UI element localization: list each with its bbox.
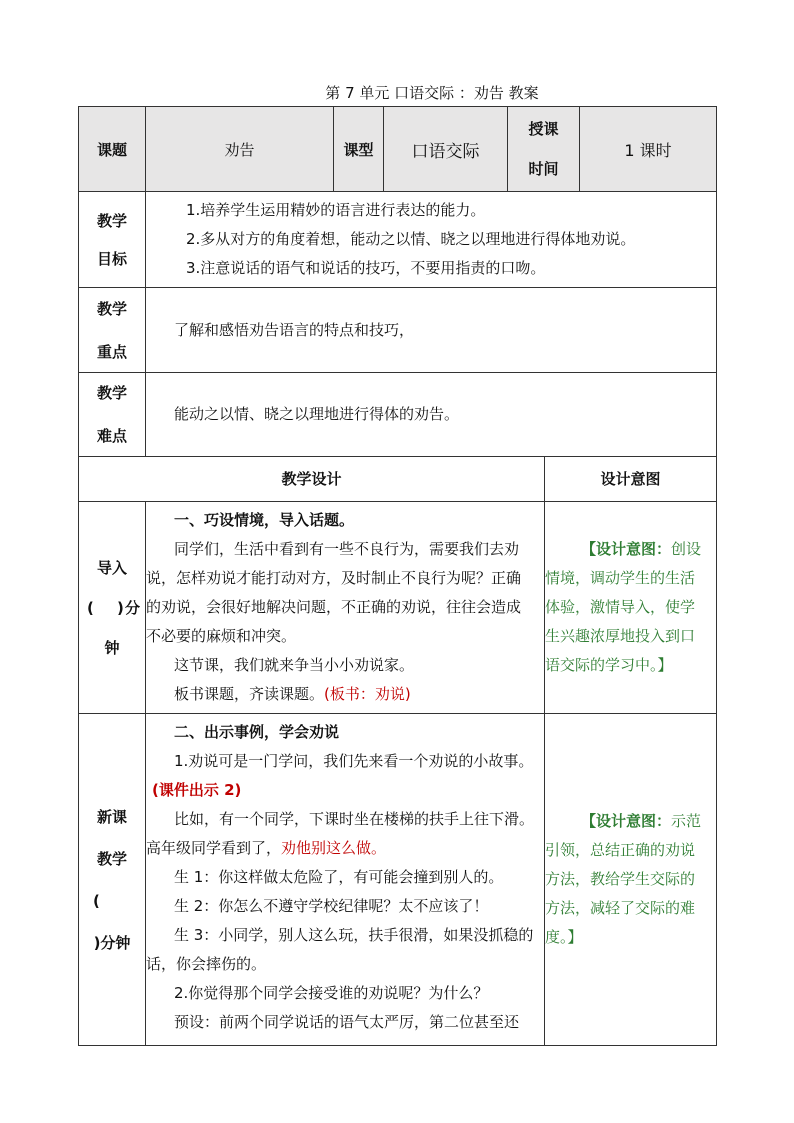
lesson-plan-table bbox=[78, 106, 717, 1046]
document-title: 第 7 单元 口语交际 ：劝告 教案 bbox=[325, 84, 539, 102]
intro-paren-close: ) bbox=[117, 598, 124, 617]
design-header-right: 设计意图 bbox=[545, 457, 717, 502]
time-label-line-1: 授课 bbox=[528, 120, 559, 138]
type-label: 课型 bbox=[334, 107, 384, 192]
intro-label-line-1: 导入 bbox=[96, 558, 127, 577]
intro-label-line-2 bbox=[79, 588, 145, 628]
new-lesson-intent-line: 度。】 bbox=[545, 928, 583, 946]
intro-line: 说，怎样劝说才能打动对方，及时制止不良行为呢？正确 bbox=[146, 569, 522, 587]
intro-line: 不必要的麻烦和冲突。 bbox=[146, 627, 297, 645]
intro-intent-line: 体验，激情导入，使学 bbox=[545, 598, 696, 616]
goal-item: 1.培养学生运用精妙的语言进行表达的能力。 bbox=[186, 201, 486, 219]
key-points-row bbox=[79, 288, 717, 373]
key-points-label-line-2: 重点 bbox=[96, 342, 127, 361]
intro-last-line-text: 板书课题，齐读课题。 bbox=[174, 685, 325, 703]
goals-label-line-1: 教学 bbox=[96, 211, 127, 230]
goals-content bbox=[146, 192, 717, 288]
topic-value: 劝告 bbox=[146, 107, 334, 192]
new-lesson-line: 预设：前两个同学说话的语气太严厉，第二位甚至还 bbox=[174, 1013, 520, 1031]
new-lesson-intent bbox=[545, 714, 717, 1046]
time-label bbox=[508, 107, 580, 192]
key-points-label bbox=[79, 288, 146, 373]
intro-line: 这节课，我们就来争当小小劝说家。 bbox=[174, 656, 415, 674]
new-lesson-line bbox=[146, 834, 544, 863]
design-header-left: 教学设计 bbox=[79, 457, 545, 502]
difficulties-text: 能动之以情、晓之以理地进行得体的劝告。 bbox=[174, 405, 460, 423]
intro-label bbox=[79, 502, 146, 714]
key-points-text: 了解和感悟劝告语言的特点和技巧， bbox=[174, 320, 415, 339]
intro-line: 同学们，生活中看到有一些不良行为，需要我们去劝 bbox=[174, 540, 520, 558]
new-lesson-intent-line: 方法，教给学生交际的 bbox=[545, 870, 696, 888]
difficulties-content bbox=[146, 373, 717, 457]
type-value: 口语交际 bbox=[384, 107, 508, 192]
intro-content bbox=[146, 502, 545, 714]
new-lesson-intent-line bbox=[545, 807, 716, 836]
courseware-note: (课件出示 2) bbox=[152, 781, 242, 799]
key-points-label-line-1: 教学 bbox=[96, 299, 127, 318]
time-label-line-2: 时间 bbox=[528, 160, 559, 178]
intent-prefix: 【设计意图： bbox=[581, 540, 672, 558]
difficulties-label bbox=[79, 373, 146, 457]
new-lesson-line: 比如，有一个同学，下课时坐在楼梯的扶手上往下滑。 bbox=[174, 810, 535, 828]
new-lesson-line: 1.劝说可是一门学问，我们先来看一个劝说的小故事。 bbox=[174, 752, 534, 770]
goals-label bbox=[79, 192, 146, 288]
new-lesson-line: 2.你觉得那个同学会接受谁的劝说呢？为什么？ bbox=[174, 984, 489, 1002]
intro-paren-open: ( bbox=[87, 598, 94, 617]
intro-row bbox=[79, 502, 717, 714]
intent-prefix: 【设计意图： bbox=[581, 812, 672, 830]
new-lesson-label bbox=[79, 714, 146, 1046]
intro-heading: 一、巧设情境，导入话题。 bbox=[174, 511, 355, 529]
intro-intent-line bbox=[545, 535, 716, 564]
new-lesson-line: 生 1：你这样做太危险了，有可能会撞到别人的。 bbox=[174, 868, 504, 886]
new-lesson-intent-line: 方法，减轻了交际的难 bbox=[545, 899, 696, 917]
intro-intent-line: 语交际的学习中。】 bbox=[545, 656, 673, 674]
new-lesson-label-line-3: ( bbox=[93, 891, 100, 910]
intro-intent bbox=[545, 502, 717, 714]
goal-item: 3.注意说话的语气和说话的技巧，不要用指责的口吻。 bbox=[186, 259, 546, 277]
key-points-content bbox=[146, 288, 717, 373]
new-lesson-line-text: 高年级同学看到了， bbox=[146, 839, 282, 857]
new-lesson-row bbox=[79, 714, 717, 1046]
intent-text: 创设 bbox=[671, 540, 702, 558]
difficulties-label-line-1: 教学 bbox=[96, 384, 127, 402]
new-lesson-line: 话，你会摔伤的。 bbox=[146, 955, 267, 973]
new-lesson-label-line-1: 新课 bbox=[96, 807, 127, 826]
new-lesson-intent-line: 引领，总结正确的劝说 bbox=[545, 841, 696, 859]
new-lesson-label-line-2: 教学 bbox=[96, 849, 127, 868]
goal-item: 2.多从对方的角度着想，能动之以情、晓之以理地进行得体地劝说。 bbox=[186, 230, 636, 248]
new-lesson-content bbox=[146, 714, 545, 1046]
new-lesson-line: 生 2：你怎么不遵守学校纪律呢？太不应该了！ bbox=[174, 897, 489, 915]
hours-value: 1 课时 bbox=[580, 107, 717, 192]
goals-row bbox=[79, 192, 717, 288]
intro-label-line-3: 钟 bbox=[104, 638, 120, 657]
goals-label-line-2: 目标 bbox=[96, 249, 127, 268]
intro-minutes-label: 分 bbox=[125, 598, 141, 617]
intro-last-line bbox=[146, 680, 544, 709]
header-row bbox=[79, 107, 717, 192]
difficulties-row bbox=[79, 373, 717, 457]
intro-intent-line: 生兴趣浓厚地投入到口 bbox=[545, 627, 696, 645]
intro-line: 的劝说，会很好地解决问题，不正确的劝说，往往会造成 bbox=[146, 598, 522, 616]
blackboard-note: (板书：劝说) bbox=[324, 685, 411, 703]
design-header-row bbox=[79, 457, 717, 502]
difficulties-label-line-2: 难点 bbox=[96, 427, 127, 445]
new-lesson-line: 生 3：小同学，别人这么玩，扶手很滑，如果没抓稳的 bbox=[174, 926, 534, 944]
new-lesson-label-line-4: )分钟 bbox=[93, 933, 131, 952]
new-lesson-highlight: 劝他别这么做。 bbox=[281, 839, 387, 857]
intro-intent-line: 情境，调动学生的生活 bbox=[545, 569, 696, 587]
topic-label: 课题 bbox=[79, 107, 146, 192]
intent-text: 示范 bbox=[671, 812, 702, 830]
new-lesson-heading: 二、出示事例，学会劝说 bbox=[174, 723, 340, 741]
